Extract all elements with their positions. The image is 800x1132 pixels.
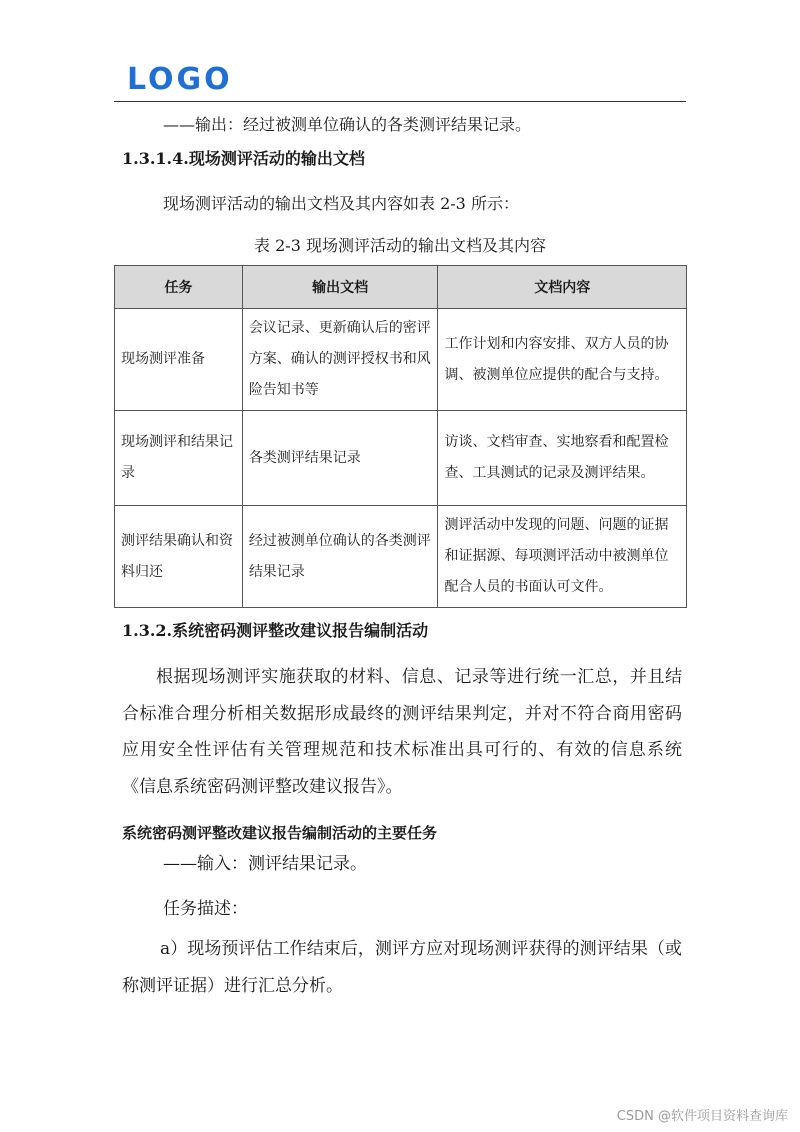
input-line: ——输入：测评结果记录。 xyxy=(163,854,367,874)
header-task: 任务 xyxy=(115,266,243,309)
intro-output-line: ——输出：经过被测单位确认的各类测评结果记录。 xyxy=(163,115,532,134)
table-caption: 表 2-3 现场测评活动的输出文档及其内容 xyxy=(254,236,546,255)
header-rule xyxy=(114,101,686,102)
header-output-doc: 输出文档 xyxy=(242,266,438,309)
section-heading-1314: 1.3.1.4.现场测评活动的输出文档 xyxy=(122,149,365,168)
cell-task: 现场测评和结果记录 xyxy=(115,411,243,506)
cell-doc: 会议记录、更新确认后的密评方案、确认的测评授权书和风险告知书等 xyxy=(242,309,438,411)
cell-doc: 经过被测单位确认的各类测评结果记录 xyxy=(242,506,438,608)
table-header-row xyxy=(115,266,687,309)
table-intro-text: 现场测评活动的输出文档及其内容如表 2-3 所示： xyxy=(163,194,519,213)
output-docs-table xyxy=(114,265,687,608)
list-item-a: a）现场预评估工作结束后，测评方应对现场测评获得的测评结果（或称测评证据）进行汇总分析。 xyxy=(122,939,682,996)
cell-task: 测评结果确认和资料归还 xyxy=(115,506,243,608)
header-doc-content: 文档内容 xyxy=(438,266,687,309)
cell-content: 工作计划和内容安排、双方人员的协调、被测单位应提供的配合与支持。 xyxy=(438,309,687,411)
task-description-label: 任务描述： xyxy=(163,899,248,919)
table-row xyxy=(115,506,687,608)
cell-task: 现场测评准备 xyxy=(115,309,243,411)
table-row xyxy=(115,309,687,411)
body-paragraph: 根据现场测评实施获取的材料、信息、记录等进行统一汇总，并且结合标准合理分析相关数据形成最终的测评结果判定，并对不符合商用密码应用安全性评估有关管理规范和技术标准出具可行的、有效的信息系统《信息系统密码测评整改建议报告》。 xyxy=(122,667,682,797)
table-row xyxy=(115,411,687,506)
cell-doc: 各类测评结果记录 xyxy=(242,411,438,506)
cell-content: 测评活动中发现的问题、问题的证据和证据源、每项测评活动中被测单位配合人员的书面认可文件。 xyxy=(438,506,687,608)
csdn-watermark: CSDN @软件项目资料查询库 xyxy=(616,1109,788,1124)
sub-heading-tasks: 系统密码测评整改建议报告编制活动的主要任务 xyxy=(122,824,438,842)
cell-content: 访谈、文档审查、实地察看和配置检查、工具测试的记录及测评结果。 xyxy=(438,411,687,506)
section-heading-132: 1.3.2.系统密码测评整改建议报告编制活动 xyxy=(122,621,429,640)
logo: LOGO xyxy=(127,62,233,97)
